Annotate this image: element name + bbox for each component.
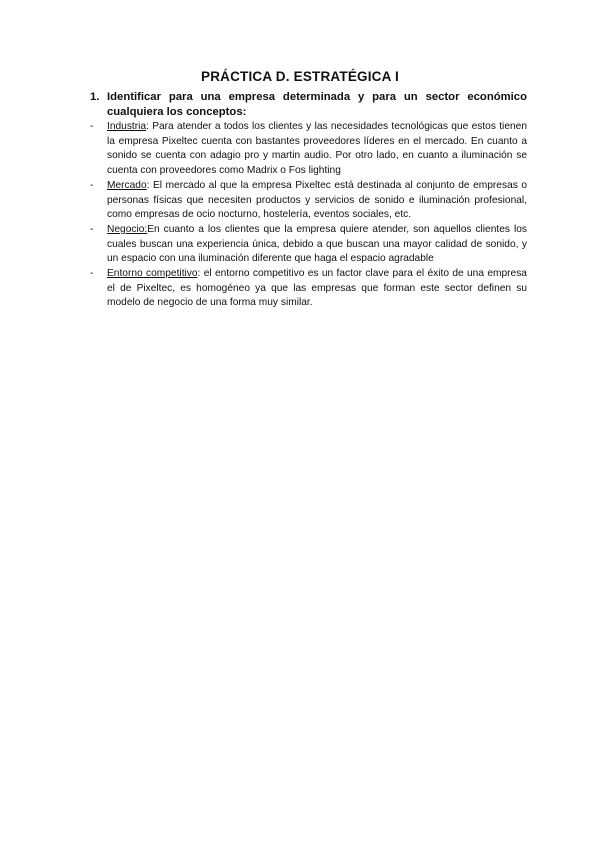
concept-term: Entorno competitivo (107, 268, 198, 280)
concept-list (90, 120, 527, 311)
list-item-negocio (90, 223, 527, 267)
concept-term: Negocio: (107, 223, 148, 235)
question-text: Identificar para una empresa determinada y para un sector económico cualquiera los conceptos: (107, 91, 527, 118)
term-separator: : (146, 121, 153, 132)
question-number: 1. (90, 91, 100, 103)
page-title: PRÁCTICA D. ESTRATÉGICA I (200, 69, 399, 84)
concept-description: Para atender a todos los clientes y las necesidades tecnológicas que estos tienen la empresa Pixeltec cuenta con bastantes proveedores líderes en el mercado. En cuanto a sonido se cuenta con adagio pro y martin audio. Por otro lado, en cuanto a iluminación se cuenta con proveedores como Madrix o Fos lighting (107, 121, 527, 177)
concept-term: Industria (107, 121, 147, 132)
concept-description: En cuanto a los clientes que la empresa quiere atender, son aquellos clientes los cuales buscan una experiencia única, debido a que buscan una mayor calidad de sonido, y un espacio con una iluminación diferente que haga el espacio agradable (107, 223, 527, 265)
list-bullet: - (90, 179, 94, 191)
concept-description: El mercado al que la empresa Pixeltec está destinada al conjunto de empresas o personas físicas que necesiten productos y servicios de sonido e iluminación profesional, como empresas de ocio nocturno, hostelería, eventos sociales, etc. (107, 179, 527, 221)
list-bullet: - (90, 268, 94, 280)
term-separator: : (146, 179, 153, 191)
list-bullet: - (90, 121, 94, 132)
concept-description: el entorno competitivo es un factor clave para el éxito de una empresa el de Pixeltec, es homogéneo ya que las empresas que forman este sector definen su modelo de negocio de una forma muy similar. (107, 268, 527, 309)
list-item-mercado (90, 179, 527, 223)
list-item-entorno-competitivo (90, 267, 527, 311)
term-separator: : (197, 268, 204, 280)
question-heading (90, 90, 527, 119)
list-item-industria (90, 120, 527, 179)
concept-term: Mercado (107, 179, 147, 191)
list-bullet: - (90, 223, 94, 235)
